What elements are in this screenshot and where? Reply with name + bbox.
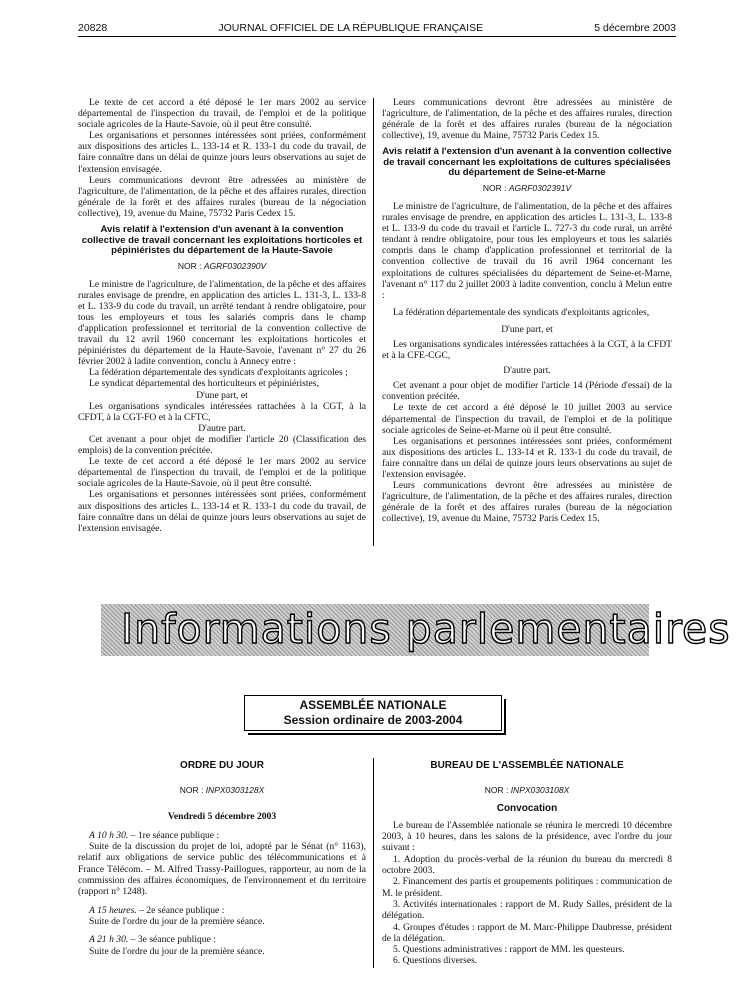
nor-code: INPX0303128X (205, 785, 265, 796)
ordre-title: ORDRE DU JOUR (180, 760, 264, 771)
journal-title: JOURNAL OFFICIEL DE LA RÉPUBLIQUE FRANÇAISE (218, 22, 484, 34)
seance-heading (78, 934, 366, 945)
paragraph: Le ministre de l'agriculture, de l'alimentation, de la pêche et des affaires rurales envisage de prendre, en application des articles L. 131-3, L. 133-8 et L. 133-9 du code du travail et l'article L. 727-3 du code rural, un arrêté tendant à rendre obligatoire, pour tous les employeurs et tous les salariés compris dans le champ d'application professionnel et territorial de la convention collective de travail du 16 avril 1964 concernant les exploitations de cultures spécialisées du département de Seine-et-Marne, l'avenant n° 117 du 2 juillet 2003 à ladite convention, conclu à Melun entre : (382, 200, 672, 301)
seance-time: A 10 h 30. (89, 829, 129, 841)
column-divider (373, 98, 374, 546)
nor-reference (78, 261, 366, 272)
paragraph: Les organisations et personnes intéressées sont priées, conformément aux dispositions des articles L. 133-14 et R. 133-1 du code du travail, de faire connaître dans un délai de quinze jours leurs observations au sujet de l'extension envisagée. (382, 435, 672, 481)
paragraph: D'une part, et (501, 323, 553, 335)
paragraph: D'autre part. (503, 365, 551, 377)
agenda-item: 2. Financement des partis et groupements politiques : communication de M. le président. (382, 876, 672, 899)
paragraph: Le texte de cet accord a été déposé le 1er mars 2002 au service départemental de l'inspection du travail, de l'emploi et de la politique sociale agricoles de la Haute-Savoie, où il peut être consulté. (78, 97, 366, 131)
nor-label: NOR : (179, 785, 204, 796)
agenda-item: 1. Adoption du procès-verbal de la réunion du bureau du mercredi 8 octobre 2003. (382, 853, 672, 877)
paragraph: Le texte de cet accord a été déposé le 10 juillet 2003 au service départemental de l'inspection du travail, de l'emploi et de la politique sociale agricoles de Seine-et-Marne où il peut être consulté. (382, 402, 672, 436)
paragraph: Leurs communications devront être adressées au ministère de l'agriculture, de l'alimentation, de la pêche et des affaires rurales, direction générale de la forêt et des affaires rurales (bureau de la négociation collective), 19, avenue du Maine, 75732 Paris Cedex 15. (382, 97, 672, 142)
bureau-title: BUREAU DE L'ASSEMBLÉE NATIONALE (430, 760, 624, 771)
paragraph: Le texte de cet accord a été déposé le 1er mars 2002 au service départemental de l'inspection du travail, de l'emploi et de la politique sociale agricoles de la Haute-Savoie, où il peut être consulté. (78, 456, 366, 490)
seance-time: A 15 heures. (89, 904, 137, 916)
paragraph: Le ministre de l'agriculture, de l'alimentation, de la pêche et des affaires rurales envisage de prendre, en application des articles L. 131-3, L. 133-8 et L. 133-9 du code du travail, un arrêté tendant à rendre obligatoire, pour tous les employeurs et tous les salariés compris dans le champ d'application professionnel et territorial de la convention collective de travail du 12 avril 1960 concernant les exploitations horticoles et pépiniéristes du département de la Haute-Savoie, l'avenant n° 27 du 26 février 2002 à ladite convention, conclu à Annecy entre : (78, 278, 366, 368)
seance-text: Suite de l'ordre du jour de la première séance. (89, 915, 265, 927)
agenda-item: 3. Activités internationales : rapport de M. Rudy Salles, président de la délégation. (382, 898, 672, 922)
left-column (78, 97, 366, 534)
assemblee-box (244, 695, 502, 731)
ordre-day: Vendredi 5 décembre 2003 (167, 810, 277, 822)
seance-label: – 3e séance publique : (130, 934, 216, 946)
seance-label: – 2e séance publique : (139, 904, 225, 916)
agenda-item: 4. Groupes d'études : rapport de M. Marc-Philippe Daubresse, président de la délégation. (382, 921, 672, 944)
banner-title: Informations parlementaires (121, 605, 731, 653)
avis-title: Avis relatif à l'extension d'un avenant à la convention collective de travail concernant les exploitations de cultures spécialisées du département de Seine-et-Marne (382, 146, 672, 179)
bureau-intro: Le bureau de l'Assemblée nationale se réunira le mercredi 10 décembre 2003, à 10 heures, dans les salons de la présidence, avec l'ordre du jour suivant : (382, 819, 672, 854)
paragraph: Leurs communications devront être adressées au ministère de l'agriculture, de l'alimentation, de la pêche et des affaires rurales, direction générale de la forêt et des affaires rurales (bureau de la négociation collective), 19, avenue du Maine, 75732 Paris Cedex 15. (382, 480, 672, 525)
nor-code: AGRF0302391V (508, 182, 572, 193)
seance-label: – 1re séance publique : (130, 829, 220, 841)
page-number: 20828 (78, 22, 108, 34)
column-divider (373, 758, 374, 968)
nor-label: NOR : (177, 260, 202, 271)
nor-reference (78, 785, 366, 796)
issue-date: 5 décembre 2003 (594, 22, 676, 34)
paragraph: Les organisations et personnes intéressées sont priées, conformément aux dispositions des articles L. 133-14 et R. 133-1 du code du travail, de faire connaître dans un délai de quinze jours leurs observations au sujet de l'extension envisagée. (78, 489, 366, 534)
seance-heading (78, 830, 366, 841)
section-banner (101, 604, 731, 656)
paragraph: La fédération départementale des syndicats d'exploitants agricoles ; (89, 367, 348, 379)
seance-heading (78, 905, 366, 916)
agenda-item: 6. Questions diverses. (393, 955, 478, 967)
assemblee-title: ASSEMBLÉE NATIONALE (299, 698, 447, 712)
paragraph: D'autre part. (198, 422, 246, 434)
bureau-subtitle: Convocation (496, 802, 558, 814)
paragraph: Le syndicat départemental des horticulteurs et pépiniéristes, (89, 378, 319, 390)
paragraph: La fédération départementale des syndicats d'exploitants agricoles, (393, 306, 650, 318)
bureau-section (382, 760, 672, 967)
nor-label: NOR : (482, 182, 507, 193)
avis-title: Avis relatif à l'extension d'un avenant à la convention collective de travail concernant les exploitations horticoles et pépiniéristes du département de la Haute-Savoie (81, 224, 363, 257)
header-rule (78, 36, 676, 37)
ordre-du-jour (78, 760, 366, 957)
seance-time: A 21 h 30. (89, 934, 129, 946)
paragraph: D'une part, et (196, 389, 248, 401)
agenda-item: 5. Questions administratives : rapport de MM. les questeurs. (393, 944, 625, 956)
paragraph: Cet avenant a pour objet de modifier l'article 14 (Période d'essai) de la convention précitée. (382, 380, 672, 403)
paragraph: Les organisations et personnes intéressées sont priées, conformément aux dispositions des articles L. 133-14 et R. 133-1 du code du travail, de faire connaître dans un délai de quinze jours leurs observations au sujet de l'extension envisagée. (78, 130, 366, 175)
paragraph: Les organisations syndicales intéressées rattachées à la CGT, à la CFDT, à la CGT-FO et à la CFTC, (78, 400, 366, 423)
right-column (382, 97, 672, 525)
paragraph: Cet avenant a pour objet de modifier l'article 20 (Classification des emplois) de la convention précitée. (78, 433, 366, 457)
nor-reference (382, 183, 672, 194)
seance-text: Suite de l'ordre du jour de la première séance. (89, 945, 265, 957)
nor-label: NOR : (484, 785, 509, 796)
session-title: Session ordinaire de 2003-2004 (283, 713, 463, 727)
nor-code: AGRF0302390V (203, 260, 267, 271)
page-header (78, 22, 676, 34)
paragraph: Les organisations syndicales intéressées rattachées à la CGT, à la CFDT et à la CFE-CGC, (382, 339, 672, 362)
nor-reference (382, 785, 672, 796)
paragraph: Leurs communications devront être adressées au ministère de l'agriculture, de l'alimentation, de la pêche et des affaires rurales, direction générale de la forêt et des affaires rurales (bureau de la négociation collective), 19, avenue du Maine, 75732 Paris Cedex 15. (78, 174, 366, 219)
nor-code: INPX0303108X (510, 785, 570, 796)
seance-text: Suite de la discussion du projet de loi, adopté par le Sénat (n° 1163), relatif aux obligations de service public des télécommunications et à France Télécom. – M. Alfred Trassy-Paillogues, rapporteur, au nom de la commission des affaires économiques, de l'environnement et du territoire (rapport n° 1248). (78, 841, 366, 898)
